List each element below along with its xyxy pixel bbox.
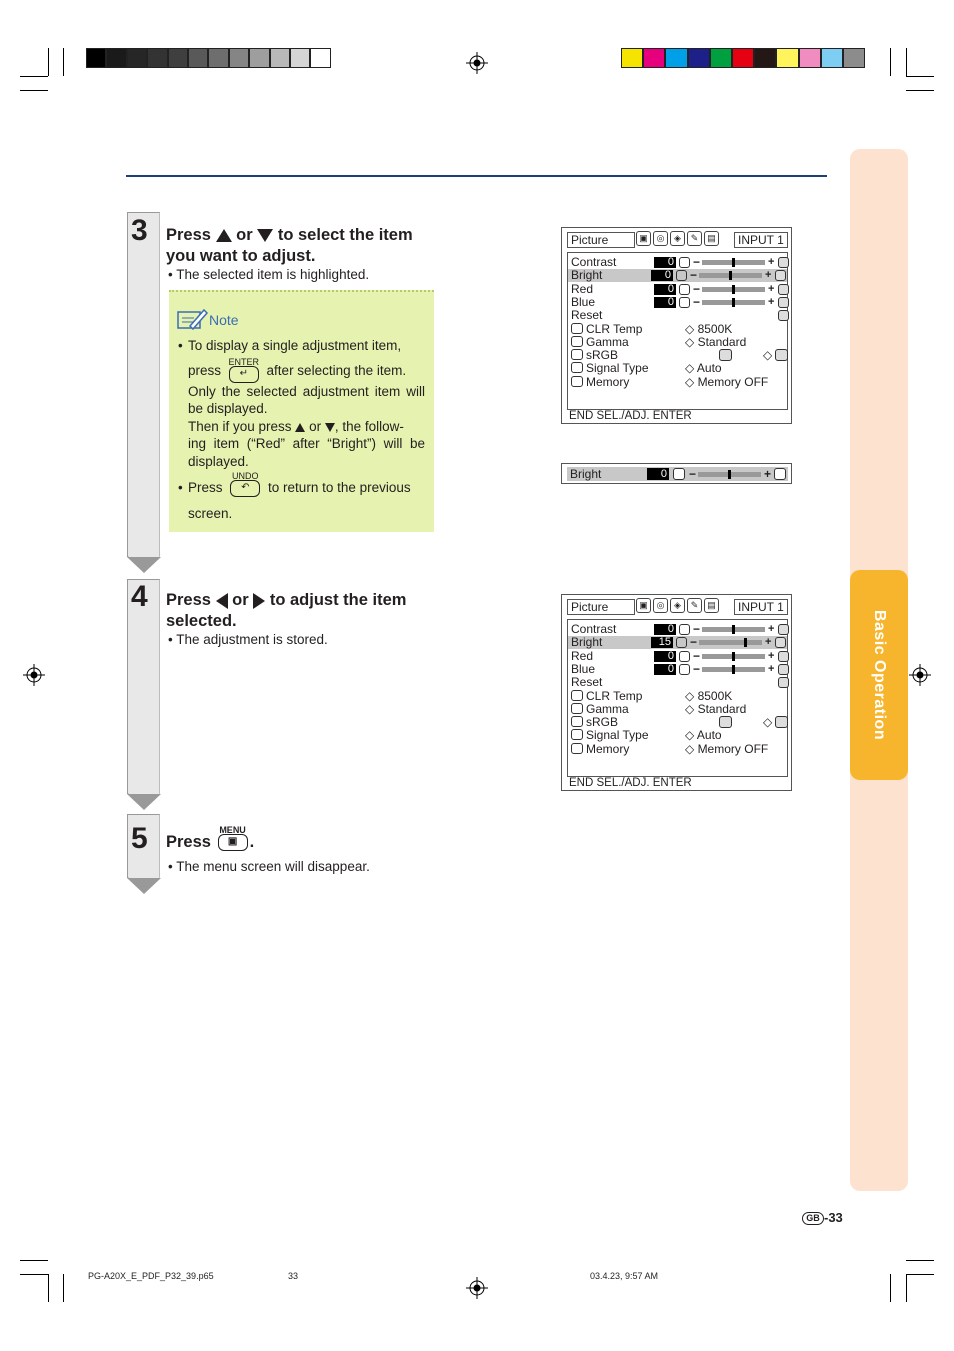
option-value: ◇ Standard [685,701,747,716]
step-number: 3 [131,214,148,247]
plus-icon: + [768,662,775,675]
color-swatch [754,48,776,68]
option-value: ◇ Auto [685,728,722,743]
note-item-1: • To display a single adjustment item, press ENTER ↵ after selecting the item. Only the selected adjustment item will be displayed. Then if you press or , the follow- ing item (“Red” after “Bright”) will be displayed. [178,338,425,469]
osd-slider [699,273,762,278]
audio-icon: ◈ [670,598,685,613]
gray-swatch [147,48,167,68]
option-icon [571,362,583,373]
crop-mark [890,48,891,76]
left-arrow-icon [216,593,228,609]
option-value: ◇ Standard [685,334,747,349]
slider-knob [732,258,735,267]
plus-icon: + [768,623,775,635]
color-swatch [665,48,687,68]
gray-swatch [188,48,208,68]
gray-swatch [106,48,126,68]
step-5-heading: Press MENU ▣ . [166,825,255,851]
osd-value: 0 [647,468,669,480]
gray-swatch [249,48,269,68]
gray-swatch [86,48,106,68]
osd-value: 15 [651,637,673,648]
gray-swatch [208,48,228,68]
step-number: 4 [131,580,148,613]
color-swatch [710,48,732,68]
crop-mark [63,48,64,76]
srgb-on-icon [775,716,788,728]
plus-icon: + [768,256,775,268]
adjust-icon [778,297,789,308]
osd-tab-icons [636,598,719,616]
plus-icon: + [768,649,775,662]
footer-date: 03.4.23, 9:57 AM [590,1271,659,1281]
options-icon: ✎ [687,231,702,246]
color-swatch [732,48,754,68]
minus-icon: − [693,648,701,663]
adjust-icon [778,624,789,635]
osd-menu-screen [561,594,792,791]
setup-icon: ▤ [704,598,719,613]
osd-slider [702,287,765,292]
option-value: ◇ Memory OFF [685,741,769,756]
adjust-icon [775,270,786,281]
color-swatch [643,48,665,68]
step-4-heading: Press or to adjust the item selected. [166,591,407,630]
slider-knob [728,470,731,479]
osd-row-reset: Reset [571,309,602,322]
reset-icon [778,310,789,321]
osd-tab-picture: Picture [567,599,635,615]
minus-icon: − [693,661,701,676]
osd-value: 0 [651,270,673,281]
menu-key-icon: MENU ▣ [218,834,248,851]
minus-icon: − [693,255,701,269]
adjust-icon [778,664,789,675]
options-icon: ✎ [687,598,702,613]
registration-mark-icon [466,1277,488,1299]
slider-knob [732,285,735,294]
crop-mark [20,1260,48,1261]
color-swatch [799,48,821,68]
crop-mark [906,76,934,77]
option-icon [571,336,583,347]
arrow-icon: ◇ [763,715,773,730]
option-icon [571,690,583,701]
fine-sync-icon: ◎ [653,598,668,613]
crop-mark [20,1274,48,1275]
plus-icon: + [765,636,772,649]
note-item-2: • Press UNDO ↶ to return to the previous screen. [178,470,411,521]
adjust-icon [778,284,789,295]
step-3-bullet: • The selected item is highlighted. [168,267,370,282]
crop-mark [20,76,48,77]
osd-value: 0 [654,651,676,662]
setup-icon: ▤ [704,231,719,246]
osd-input: INPUT 1 [734,232,788,248]
osd-footer: END SEL./ADJ. ENTER [569,410,692,422]
osd-slider [702,260,765,265]
osd-slider [699,640,762,645]
page-number: GB -33 [802,1210,843,1225]
undo-key-icon: UNDO ↶ [230,480,260,497]
step-5-bullet: • The menu screen will disappear. [168,859,370,874]
section-tab-label: Basic Operation [871,609,888,741]
osd-row: Bright 15 − + [568,636,787,649]
color-swatch [821,48,843,68]
color-swatch [688,48,710,68]
srgb-off-icon [719,716,732,728]
minus-icon: − [693,622,701,636]
option-value: ◇ Auto [685,361,722,376]
audio-icon: ◈ [670,231,685,246]
adjust-icon [676,637,687,648]
osd-row: Red 0 − + [571,650,593,663]
single-item-osd [561,463,792,484]
adjust-icon [676,270,687,281]
option-value: ◇ 8500K [685,321,733,336]
osd-menu-screen [561,227,792,424]
up-arrow-icon [216,229,232,242]
osd-value: 0 [654,257,676,268]
adjust-icon [679,257,690,268]
footer-page: 33 [288,1271,299,1281]
slider-knob [732,665,735,674]
osd-slider [702,300,765,305]
slider-knob [732,652,735,661]
plus-icon: + [768,282,775,295]
down-arrow-icon [257,229,273,242]
osd-tab-icons [636,231,719,249]
osd-option-row: CLR Temp ◇ 8500K [571,690,642,703]
osd-slider [702,667,765,672]
slider-knob [732,298,735,307]
option-icon [571,743,583,754]
option-icon [571,729,583,740]
step-bar [127,212,160,557]
picture-icon: ▣ [636,598,651,613]
slider-knob [744,638,747,647]
osd-row: Blue 0 − + [571,296,595,309]
plus-icon: + [765,269,772,282]
picture-icon: ▣ [636,231,651,246]
option-icon [571,376,583,387]
plus-icon: + [768,295,775,308]
osd-body [567,619,788,777]
minus-icon: − [690,635,698,650]
osd-option-row: Memory ◇ Memory OFF [571,743,629,756]
right-arrow-icon [253,593,265,609]
osd-value: 0 [654,664,676,675]
crop-mark [20,90,48,91]
adjust-icon [679,297,690,308]
color-swatch [621,48,643,68]
note-title: Note [209,312,239,328]
gray-swatch [127,48,147,68]
option-icon [571,349,583,360]
osd-slider [702,627,765,632]
osd-option-row: Gamma ◇ Standard [571,336,629,349]
option-icon [571,323,583,334]
gray-swatch [290,48,310,68]
brightness-icon [774,468,786,480]
adjust-icon [778,651,789,662]
srgb-off-icon [719,349,732,361]
gray-swatch [229,48,249,68]
reset-icon [778,677,789,688]
crop-mark [906,90,934,91]
slider-knob [732,625,735,634]
registration-mark-icon [909,664,931,686]
crop-mark [63,1274,64,1302]
crop-mark [48,48,49,76]
osd-option-row: Signal Type ◇ Auto [571,729,649,742]
minus-icon: − [693,294,701,309]
adjust-icon [778,257,789,268]
osd-footer: END SEL./ADJ. ENTER [569,777,692,789]
crop-mark [906,1274,907,1302]
osd-tab-picture: Picture [567,232,635,248]
osd-option-row: Signal Type ◇ Auto [571,362,649,375]
slider-knob [729,271,732,280]
osd-input: INPUT 1 [734,599,788,615]
crop-mark [890,1274,891,1302]
osd-option-row: Memory ◇ Memory OFF [571,376,629,389]
gray-swatch [310,48,330,68]
osd-row: Contrast 0 − + [571,256,616,269]
crop-mark [48,1274,49,1302]
minus-icon: − [690,268,698,283]
region-badge: GB [802,1212,824,1225]
footer-filename: PG-A20X_E_PDF_P32_39.p65 [88,1271,214,1281]
adjust-icon [679,284,690,295]
osd-row: Bright 0 − + [568,269,787,282]
header-rule [126,175,827,177]
color-swatch [843,48,865,68]
brightness-icon [673,468,685,480]
up-arrow-icon [295,423,305,432]
fine-sync-icon: ◎ [653,231,668,246]
step-number: 5 [131,822,148,855]
adjust-icon [775,637,786,648]
option-icon [571,703,583,714]
step-4-bullet: • The adjustment is stored. [168,632,328,647]
crop-mark [906,1274,934,1275]
pencil-note-icon [176,306,208,332]
down-arrow-icon [325,423,335,432]
osd-option-row: sRGB ◇ [571,349,618,362]
osd-value: 0 [654,284,676,295]
adjust-icon [679,624,690,635]
osd-value: 0 [654,297,676,308]
osd-slider [698,472,761,477]
osd-option-row: sRGB ◇ [571,716,618,729]
osd-row-bright: Bright 0 − + [567,467,788,481]
osd-option-row: CLR Temp ◇ 8500K [571,323,642,336]
arrow-icon: ◇ [763,348,773,363]
osd-row: Contrast 0 − + [571,623,616,636]
minus-icon: − [693,281,701,296]
osd-body [567,252,788,410]
adjust-icon [679,651,690,662]
adjust-icon [679,664,690,675]
gray-swatch [270,48,290,68]
option-icon [571,716,583,727]
enter-key-icon: ENTER ↵ [229,366,259,383]
option-value: ◇ 8500K [685,688,733,703]
registration-mark-icon [23,664,45,686]
registration-mark-icon [466,52,488,74]
srgb-on-icon [775,349,788,361]
crop-mark [906,48,907,76]
option-value: ◇ Memory OFF [685,374,769,389]
osd-row: Blue 0 − + [571,663,595,676]
osd-row: Red 0 − + [571,283,593,296]
gray-swatch [168,48,188,68]
osd-option-row: Gamma ◇ Standard [571,703,629,716]
color-swatch [776,48,798,68]
step-3-heading: Press or to select the item you want to adjust. [166,226,413,265]
osd-row-reset: Reset [571,676,602,689]
osd-slider [702,654,765,659]
crop-mark [906,1260,934,1261]
osd-value: 0 [654,624,676,635]
